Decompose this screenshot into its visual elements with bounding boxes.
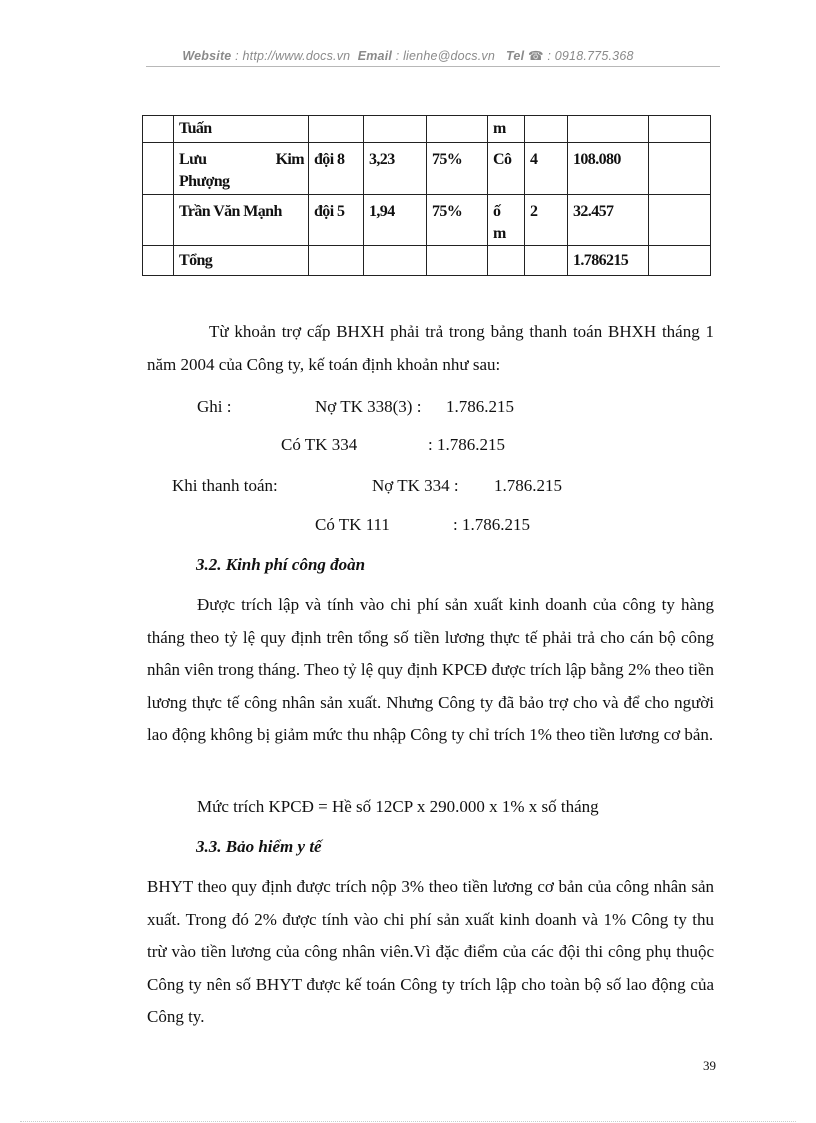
tel-value: : 0918.775.368 [547,49,634,63]
cell-reason: m [488,116,525,143]
union-fee-paragraph: Được trích lập và tính vào chi phí sản xuất kinh doanh của công ty hàng tháng theo tỷ lệ quy định trên tổng số tiền lương thực tế phải trả cho cán bộ công nhân viên trong tháng. Theo tỷ lệ quy định KPCĐ được trích lập bằng 2% theo tiền lương thực tế công nhân sản xuất. Nhưng Công ty đã bảo trợ cho và để cho người lao động không bị giảm mức thu nhập Công ty chỉ trích 1% theo tiền lương cơ bản. [147,595,714,745]
cell-coef [364,246,427,276]
website-value: : http://www.docs.vn [235,49,351,63]
table-row [143,143,711,195]
cell-name: Tổng [174,246,309,276]
page-header [0,48,816,63]
reason-part: ố [493,203,501,220]
cell-amount: 1.786215 [568,246,649,276]
payment-credit: Có TK 111 [315,515,390,534]
cell-amount [568,116,649,143]
cell-coef: 3,23 [364,143,427,195]
union-fee-formula: Mức trích KPCĐ = Hề số 12CP x 290.000 x 1% x số tháng [197,797,599,816]
ghi-debit-value: 1.786.215 [446,397,514,416]
cell-reason [488,246,525,276]
cell-name: Tuấn [174,116,309,143]
website-label: Website [182,49,232,63]
section-heading-union-fee: 3.2. Kinh phí công đoàn [196,555,366,574]
tel-label: Tel [506,49,525,63]
cell-pct: 75% [427,195,488,246]
cell-days [525,116,568,143]
section-heading-health-insurance: 3.3. Bảo hiểm y tế [196,837,322,856]
header-divider [146,66,720,67]
health-insurance-paragraph: BHYT theo quy định được trích nộp 3% theo tiền lương cơ bản của công nhân sản xuất. Trong đó 2% được tính vào chi phí sản xuất kinh doanh và 1% Công ty thu trừ vào tiền lương của công nhân viên.Vì đặc điểm của các đội thi công phụ thuộc Công ty nên số BHYT được kế toán Công ty trích lập cho toàn bộ số lao động của Công ty. [147,877,714,1027]
cell-pct: 75% [427,143,488,195]
cell-name [174,143,309,195]
cell-reason [488,195,525,246]
footer-divider [20,1121,796,1122]
reason-part: m [493,225,506,242]
cell-coef [364,116,427,143]
intro-paragraph: Từ khoản trợ cấp BHXH phải trả trong bảng thanh toán BHXH tháng 1 năm 2004 của Công ty, kế toán định khoản như sau: [147,322,714,374]
cell-team [309,246,364,276]
payment-credit-value: : 1.786.215 [453,515,530,534]
cell-days: 4 [525,143,568,195]
cell-note [649,116,711,143]
email-label: Email [357,49,393,63]
ghi-debit: Nợ TK 338(3) : [315,397,422,416]
cell-note [649,246,711,276]
cell-pct [427,116,488,143]
cell-pct [427,246,488,276]
ghi-credit: Có TK 334 [281,435,358,454]
table-row [143,246,711,276]
payment-debit: Nợ TK 334 : [372,476,459,495]
name-part: Lưu [179,151,207,168]
cell-days [525,246,568,276]
payment-label: Khi thanh toán: [172,476,278,495]
ghi-label: Ghi : [197,397,232,416]
cell-amount: 32.457 [568,195,649,246]
cell-coef: 1,94 [364,195,427,246]
email-value: : lienhe@docs.vn [395,49,496,63]
cell-team: đội 8 [309,143,364,195]
cell-days: 2 [525,195,568,246]
cell-reason: Cô [488,143,525,195]
bhxh-table [142,115,711,276]
payment-debit-value: 1.786.215 [494,476,562,495]
page-number: 39 [703,1058,716,1073]
cell-team: đội 5 [309,195,364,246]
name-part: Kim [275,151,304,168]
cell-note [649,143,711,195]
cell-team [309,116,364,143]
table-row [143,195,711,246]
table-row [143,116,711,143]
cell-note [649,195,711,246]
name-part: Phượng [179,173,230,190]
ghi-credit-value: : 1.786.215 [428,435,505,454]
cell-amount: 108.080 [568,143,649,195]
cell-name: Trần Văn Mạnh [174,195,309,246]
phone-icon: ☎ [527,49,544,63]
